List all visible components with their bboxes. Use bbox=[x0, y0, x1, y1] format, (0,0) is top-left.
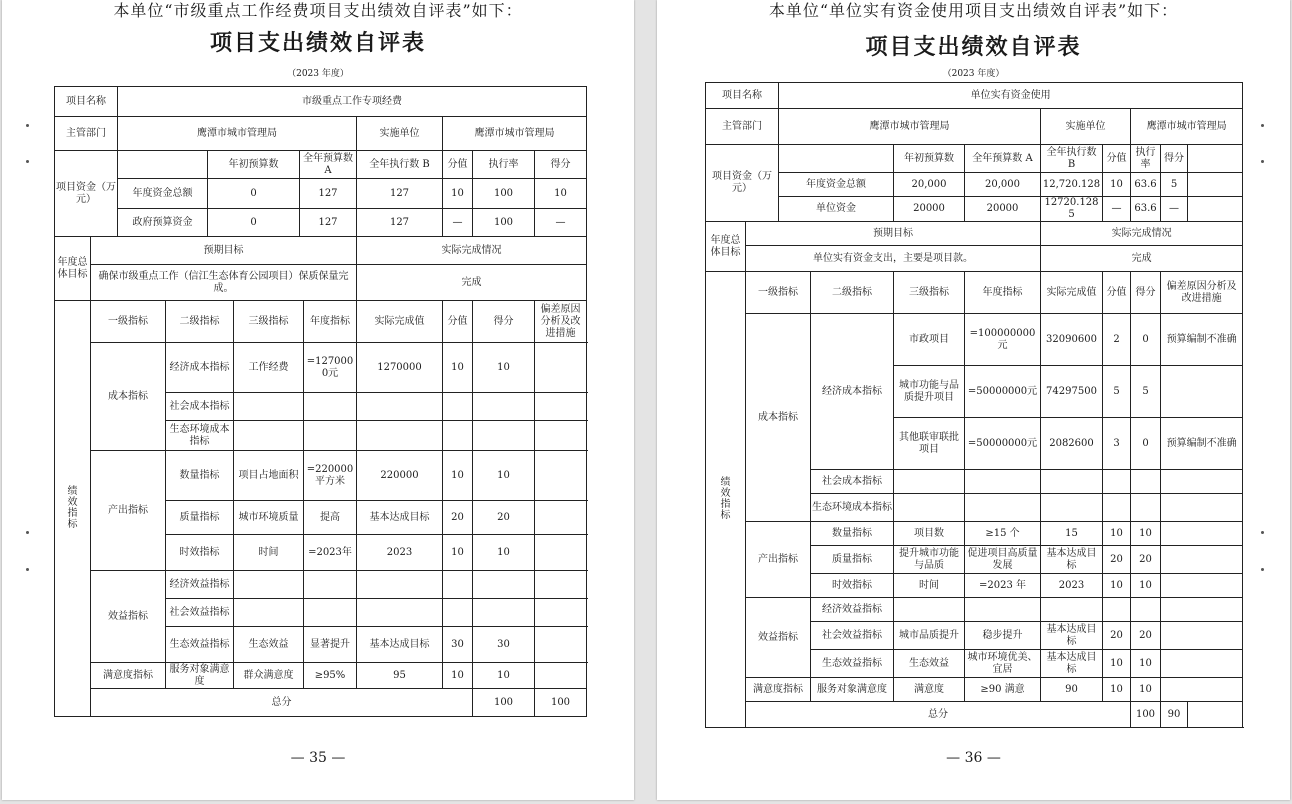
out-l2: 数量指标 bbox=[166, 451, 234, 501]
fund-cell: 10 bbox=[1103, 173, 1131, 197]
form-title: 项目支出绩效自评表 bbox=[865, 34, 1082, 60]
benefit-social-label: 社会效益指标 bbox=[166, 599, 234, 627]
cost-score: 5 bbox=[1103, 366, 1131, 418]
cost-l3: 城市功能与品质提升项目 bbox=[894, 366, 965, 418]
fund-header-executed: 全年执行数 B bbox=[1041, 145, 1103, 173]
out-l2: 时效指标 bbox=[166, 535, 234, 571]
perf-label: 绩效指标 bbox=[67, 486, 78, 530]
fund-cell: 127 bbox=[300, 179, 357, 209]
cost-target: =50000000元 bbox=[965, 418, 1041, 470]
fund-cell: 127 bbox=[300, 209, 357, 237]
fund-cell: 63.6 bbox=[1131, 197, 1161, 222]
dept-value: 鹰潭市城市管理局 bbox=[779, 109, 1041, 145]
benefit-eco-label: 生态效益指标 bbox=[811, 650, 894, 678]
impl-label: 实施单位 bbox=[1041, 109, 1131, 145]
total-got: 100 bbox=[535, 689, 587, 717]
cost-label: 成本指标 bbox=[746, 314, 811, 522]
out-label: 产出指标 bbox=[746, 522, 811, 598]
total-score: 100 bbox=[1131, 702, 1161, 728]
goal-text: 单位实有资金支出，主要是项目款。 bbox=[746, 246, 1041, 272]
cost-score: 2 bbox=[1103, 314, 1131, 366]
goal-done: 完成 bbox=[357, 265, 587, 301]
sat-score: 10 bbox=[1103, 678, 1131, 702]
page-number: — 35 — bbox=[290, 750, 346, 766]
benefit-eco-got: 30 bbox=[473, 627, 535, 663]
fund-cell: 20,000 bbox=[965, 173, 1041, 197]
cost-econ-got: 10 bbox=[473, 343, 535, 393]
cost-social-label: 社会成本指标 bbox=[166, 393, 234, 421]
project-name: 单位实有资金使用 bbox=[779, 83, 1243, 109]
cost-actual: 74297500 bbox=[1041, 366, 1103, 418]
fund-header-initial: 年初预算数 bbox=[894, 145, 965, 173]
cost-note: 预算编制不准确 bbox=[1161, 418, 1243, 470]
out-actual: 15 bbox=[1041, 522, 1103, 546]
benefit-econ-label: 经济效益指标 bbox=[811, 598, 894, 622]
fund-header-score: 分值 bbox=[443, 151, 473, 179]
fund-cell: — bbox=[535, 209, 587, 237]
benefit-eco-target: 城市环境优美、宜居 bbox=[965, 650, 1041, 678]
cost-econ-label: 经济成本指标 bbox=[166, 343, 234, 393]
fund-label: 项目资金（万元） bbox=[706, 145, 779, 222]
out-score: 20 bbox=[443, 501, 473, 535]
out-l2: 质量指标 bbox=[166, 501, 234, 535]
project-name-label: 项目名称 bbox=[706, 83, 779, 109]
out-score: 10 bbox=[443, 535, 473, 571]
cost-econ-item: 工作经费 bbox=[234, 343, 304, 393]
ind-header: 二级指标 bbox=[811, 272, 894, 314]
out-actual: 基本达成目标 bbox=[357, 501, 443, 535]
out-target: =2023 年 bbox=[965, 574, 1041, 598]
fund-header-score: 分值 bbox=[1103, 145, 1131, 173]
out-l3: 城市环境质量 bbox=[234, 501, 304, 535]
page-36 bbox=[657, 0, 1290, 800]
scan-speck bbox=[26, 531, 29, 534]
cost-econ-label: 经济成本指标 bbox=[811, 314, 894, 470]
sat-l3: 群众满意度 bbox=[234, 663, 304, 689]
fund-row-label: 政府预算资金 bbox=[118, 209, 208, 237]
sat-l2: 服务对象满意度 bbox=[166, 663, 234, 689]
dept-label: 主管部门 bbox=[55, 117, 118, 151]
out-l3: 提升城市功能与品质 bbox=[894, 546, 965, 574]
benefit-social-item: 城市品质提升 bbox=[894, 622, 965, 650]
total-got: 90 bbox=[1161, 702, 1188, 728]
scan-speck bbox=[1261, 160, 1264, 163]
sat-actual: 90 bbox=[1041, 678, 1103, 702]
scan-speck bbox=[26, 160, 29, 163]
cost-social-label: 社会成本指标 bbox=[811, 470, 894, 494]
fund-cell: 0 bbox=[208, 209, 300, 237]
out-score: 10 bbox=[443, 451, 473, 501]
cost-score: 3 bbox=[1103, 418, 1131, 470]
sat-actual: 95 bbox=[357, 663, 443, 689]
fund-cell: — bbox=[1161, 197, 1188, 222]
out-score: 20 bbox=[1103, 546, 1131, 574]
fund-header-rate: 执行率 bbox=[473, 151, 535, 179]
self-evaluation-table bbox=[705, 82, 1243, 728]
total-label: 总分 bbox=[746, 702, 1131, 728]
ind-header: 得分 bbox=[473, 301, 535, 343]
cost-econ-score: 10 bbox=[443, 343, 473, 393]
fund-header-annual: 全年预算数 A bbox=[300, 151, 357, 179]
total-score: 100 bbox=[473, 689, 535, 717]
cost-got: 0 bbox=[1131, 314, 1161, 366]
benefit-social-got: 20 bbox=[1131, 622, 1161, 650]
ind-header: 三级指标 bbox=[234, 301, 304, 343]
out-target: =220000平方米 bbox=[304, 451, 357, 501]
sat-label: 满意度指标 bbox=[746, 678, 811, 702]
out-target: ≥15 个 bbox=[965, 522, 1041, 546]
intro-text: 本单位“单位实有资金使用项目支出绩效自评表”如下： bbox=[768, 1, 1179, 20]
out-target: 促进项目高质量发展 bbox=[965, 546, 1041, 574]
out-l3: 时间 bbox=[234, 535, 304, 571]
dept-value: 鹰潭市城市管理局 bbox=[118, 117, 357, 151]
fund-cell: 20,000 bbox=[894, 173, 965, 197]
fund-header-rate: 执行率 bbox=[1131, 145, 1161, 173]
cost-actual: 2082600 bbox=[1041, 418, 1103, 470]
cost-target: =100000000元 bbox=[965, 314, 1041, 366]
form-title: 项目支出绩效自评表 bbox=[209, 30, 426, 56]
benefit-label: 效益指标 bbox=[91, 571, 166, 663]
out-got: 20 bbox=[473, 501, 535, 535]
out-got: 10 bbox=[473, 451, 535, 501]
ind-header: 分值 bbox=[443, 301, 473, 343]
fund-cell: 127 bbox=[357, 179, 443, 209]
fund-row-label: 年度资金总额 bbox=[118, 179, 208, 209]
benefit-eco-got: 10 bbox=[1131, 650, 1161, 678]
scan-speck bbox=[26, 124, 29, 127]
benefit-social-label: 社会效益指标 bbox=[811, 622, 894, 650]
out-actual: 2023 bbox=[357, 535, 443, 571]
cost-target: =50000000元 bbox=[965, 366, 1041, 418]
ind-header: 实际完成值 bbox=[357, 301, 443, 343]
impl-label: 实施单位 bbox=[357, 117, 443, 151]
benefit-eco-actual: 基本达成目标 bbox=[357, 627, 443, 663]
ind-header: 得分 bbox=[1131, 272, 1161, 314]
out-label: 产出指标 bbox=[91, 451, 166, 571]
fund-row-label: 年度资金总额 bbox=[779, 173, 894, 197]
sat-score: 10 bbox=[443, 663, 473, 689]
out-l2: 时效指标 bbox=[811, 574, 894, 598]
dept-label: 主管部门 bbox=[706, 109, 779, 145]
benefit-eco-item: 生态效益 bbox=[894, 650, 965, 678]
fund-header-annual: 全年预算数 A bbox=[965, 145, 1041, 173]
perf-label: 绩效指标 bbox=[720, 477, 731, 521]
goal-text: 确保市级重点工作（信江生态体育公园项目）保质保量完成。 bbox=[91, 265, 357, 301]
ind-header: 一级指标 bbox=[91, 301, 166, 343]
out-actual: 2023 bbox=[1041, 574, 1103, 598]
benefit-econ-label: 经济效益指标 bbox=[166, 571, 234, 599]
out-actual: 220000 bbox=[357, 451, 443, 501]
ind-header: 一级指标 bbox=[746, 272, 811, 314]
out-target: =2023年 bbox=[304, 535, 357, 571]
ind-header: 年度指标 bbox=[965, 272, 1041, 314]
benefit-eco-item: 生态效益 bbox=[234, 627, 304, 663]
cost-note bbox=[1161, 366, 1243, 418]
sat-target: ≥90 满意 bbox=[965, 678, 1041, 702]
cost-eco-label: 生态环境成本指标 bbox=[811, 494, 894, 522]
fund-cell: 10 bbox=[535, 179, 587, 209]
total-label: 总分 bbox=[91, 689, 473, 717]
ind-header: 二级指标 bbox=[166, 301, 234, 343]
scan-speck bbox=[1261, 568, 1264, 571]
fund-cell: 0 bbox=[208, 179, 300, 209]
out-target: 提高 bbox=[304, 501, 357, 535]
out-l2: 数量指标 bbox=[811, 522, 894, 546]
fund-header-got: 得分 bbox=[1161, 145, 1188, 173]
scan-speck bbox=[26, 568, 29, 571]
out-got: 20 bbox=[1131, 546, 1161, 574]
out-l3: 项目数 bbox=[894, 522, 965, 546]
cost-note: 预算编制不准确 bbox=[1161, 314, 1243, 366]
fund-cell: — bbox=[1103, 197, 1131, 222]
fund-cell: 20000 bbox=[965, 197, 1041, 222]
fund-header-executed: 全年执行数 B bbox=[357, 151, 443, 179]
out-l3: 项目占地面积 bbox=[234, 451, 304, 501]
fund-cell: 20000 bbox=[894, 197, 965, 222]
fund-header-initial: 年初预算数 bbox=[208, 151, 300, 179]
fund-cell: 100 bbox=[473, 209, 535, 237]
ind-header: 偏差原因分析及改进措施 bbox=[535, 301, 587, 343]
cost-l3: 市政项目 bbox=[894, 314, 965, 366]
benefit-eco-score: 30 bbox=[443, 627, 473, 663]
out-got: 10 bbox=[1131, 522, 1161, 546]
impl-value: 鹰潭市城市管理局 bbox=[1131, 109, 1243, 145]
fund-label: 项目资金（万元） bbox=[55, 151, 118, 237]
benefit-social-score: 20 bbox=[1103, 622, 1131, 650]
actual-label: 实际完成情况 bbox=[1041, 222, 1243, 246]
cost-econ-actual: 1270000 bbox=[357, 343, 443, 393]
ind-header: 年度指标 bbox=[304, 301, 357, 343]
cost-l3: 其他联审联批项目 bbox=[894, 418, 965, 470]
out-l2: 质量指标 bbox=[811, 546, 894, 574]
goal-label: 年度总体目标 bbox=[55, 237, 91, 301]
form-year: （2023 年度） bbox=[942, 69, 1005, 79]
cost-label: 成本指标 bbox=[91, 343, 166, 451]
benefit-eco-score: 10 bbox=[1103, 650, 1131, 678]
sat-got: 10 bbox=[473, 663, 535, 689]
impl-value: 鹰潭市城市管理局 bbox=[443, 117, 587, 151]
benefit-eco-label: 生态效益指标 bbox=[166, 627, 234, 663]
fund-cell: 10 bbox=[443, 179, 473, 209]
sat-got: 10 bbox=[1131, 678, 1161, 702]
out-actual: 基本达成目标 bbox=[1041, 546, 1103, 574]
sat-l2: 服务对象满意度 bbox=[811, 678, 894, 702]
cost-got: 0 bbox=[1131, 418, 1161, 470]
benefit-label: 效益指标 bbox=[746, 598, 811, 678]
fund-cell: 12,720.128 bbox=[1041, 173, 1103, 197]
project-name-label: 项目名称 bbox=[55, 87, 118, 117]
benefit-eco-actual: 基本达成目标 bbox=[1041, 650, 1103, 678]
goal-label: 年度总体目标 bbox=[706, 222, 746, 272]
intro-text: 本单位“市级重点工作经费项目支出绩效自评表”如下： bbox=[113, 1, 523, 20]
fund-cell: 12720.1285 bbox=[1041, 197, 1103, 222]
cost-actual: 32090600 bbox=[1041, 314, 1103, 366]
out-score: 10 bbox=[1103, 522, 1131, 546]
expected-label: 预期目标 bbox=[746, 222, 1041, 246]
benefit-social-target: 稳步提升 bbox=[965, 622, 1041, 650]
project-name: 市级重点工作专项经费 bbox=[118, 87, 587, 117]
out-l3: 时间 bbox=[894, 574, 965, 598]
fund-cell: 100 bbox=[473, 179, 535, 209]
page-number: — 36 — bbox=[946, 750, 1001, 766]
expected-label: 预期目标 bbox=[91, 237, 357, 265]
self-evaluation-table bbox=[54, 86, 587, 717]
fund-cell: 63.6 bbox=[1131, 173, 1161, 197]
ind-header: 三级指标 bbox=[894, 272, 965, 314]
fund-cell: — bbox=[443, 209, 473, 237]
scan-speck bbox=[1261, 531, 1264, 534]
form-year: （2023 年度） bbox=[287, 69, 349, 79]
benefit-eco-target: 显著提升 bbox=[304, 627, 357, 663]
goal-done: 完成 bbox=[1041, 246, 1243, 272]
out-got: 10 bbox=[473, 535, 535, 571]
sat-label: 满意度指标 bbox=[91, 663, 166, 689]
ind-header: 实际完成值 bbox=[1041, 272, 1103, 314]
cost-got: 5 bbox=[1131, 366, 1161, 418]
cost-eco-label: 生态环境成本指标 bbox=[166, 421, 234, 451]
ind-header: 分值 bbox=[1103, 272, 1131, 314]
sat-l3: 满意度 bbox=[894, 678, 965, 702]
out-got: 10 bbox=[1131, 574, 1161, 598]
page-35 bbox=[2, 0, 634, 800]
fund-cell: 127 bbox=[357, 209, 443, 237]
actual-label: 实际完成情况 bbox=[357, 237, 587, 265]
fund-row-label: 单位资金 bbox=[779, 197, 894, 222]
out-score: 10 bbox=[1103, 574, 1131, 598]
fund-cell: 5 bbox=[1161, 173, 1188, 197]
cost-econ-target: =1270000元 bbox=[304, 343, 357, 393]
ind-header: 偏差原因分析及改进措施 bbox=[1161, 272, 1243, 314]
sat-target: ≥95% bbox=[304, 663, 357, 689]
benefit-social-actual: 基本达成目标 bbox=[1041, 622, 1103, 650]
fund-header-got: 得分 bbox=[535, 151, 587, 179]
scan-speck bbox=[1261, 124, 1264, 127]
